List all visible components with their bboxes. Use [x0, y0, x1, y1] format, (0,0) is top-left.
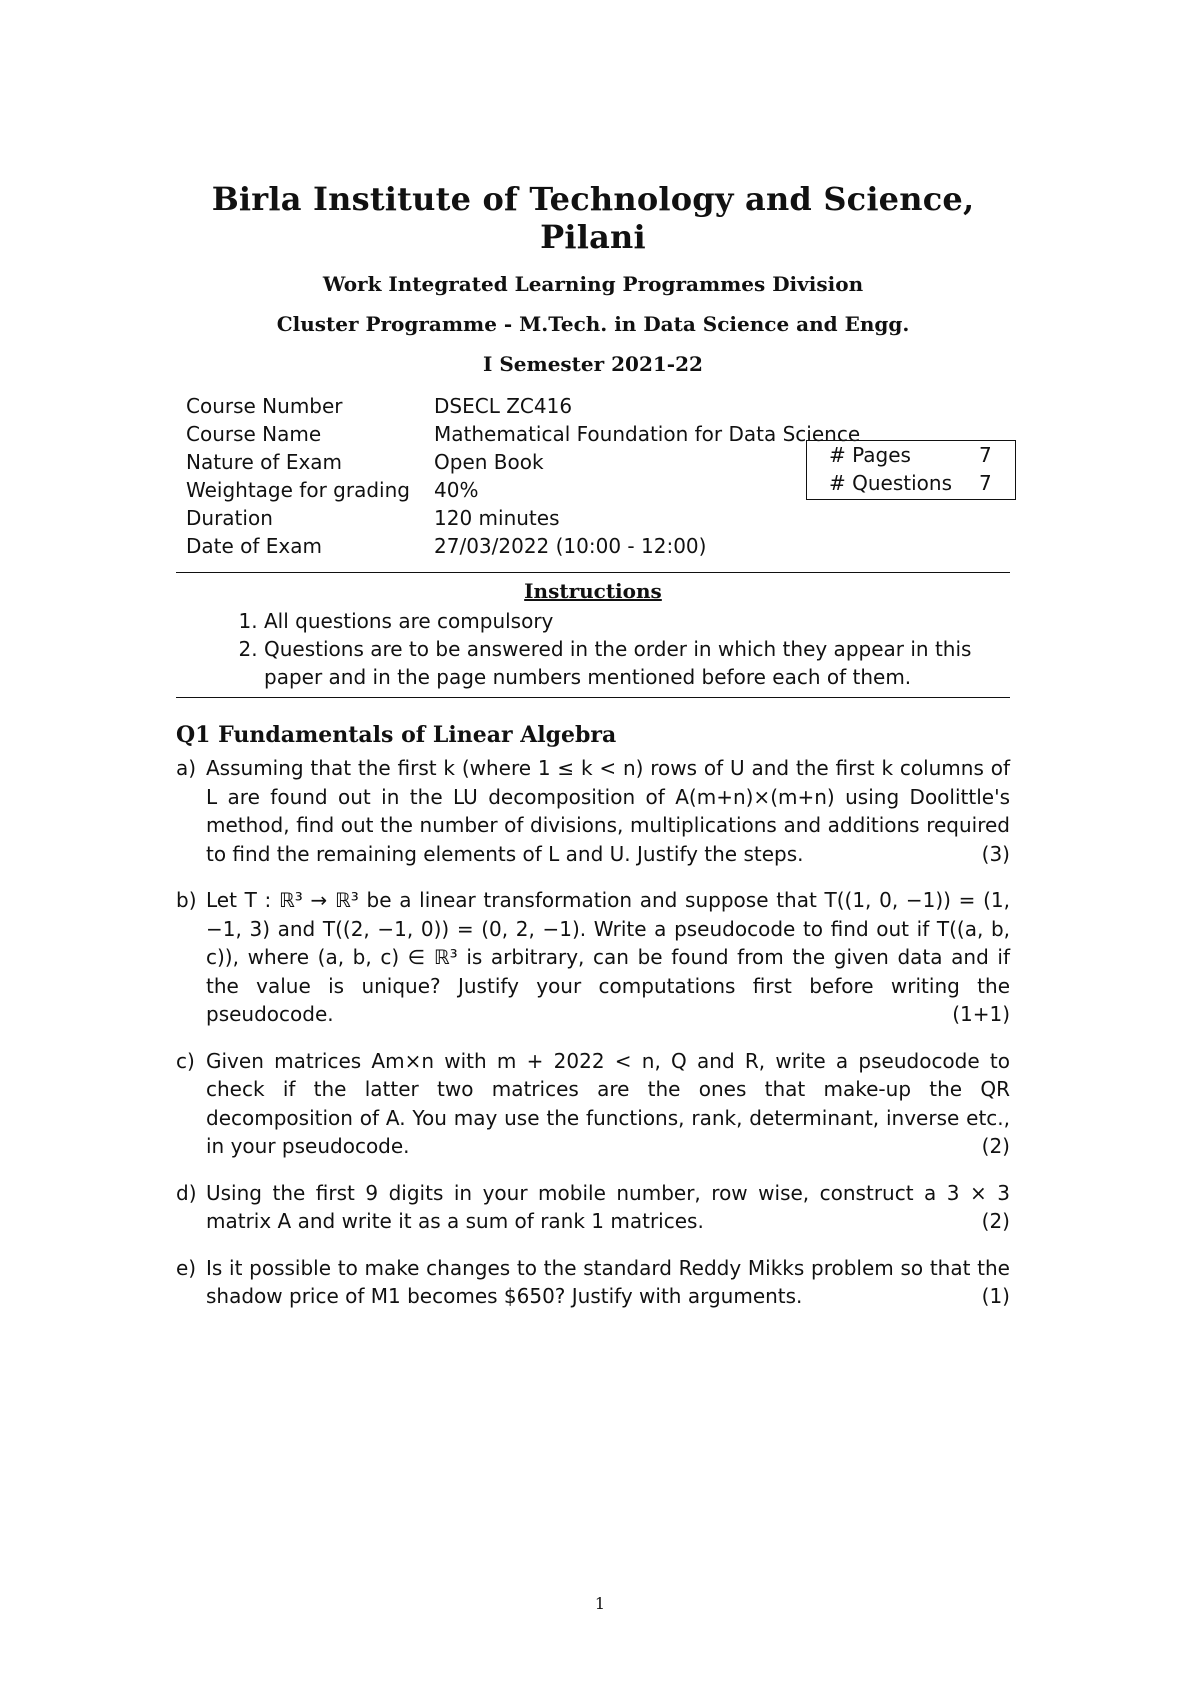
course-info-key: Weightage for grading — [186, 478, 410, 502]
part-marks: (2) — [981, 1209, 1010, 1233]
course-info-value: Open Book — [434, 450, 544, 474]
course-info-row — [186, 448, 914, 476]
question-part — [176, 1047, 1010, 1161]
course-info-row — [186, 504, 914, 532]
course-info-key: Course Name — [186, 422, 322, 446]
question-part — [176, 754, 1010, 868]
box-row — [829, 469, 1015, 497]
part-label: b) — [176, 888, 197, 912]
question-title: Q1 Fundamentals of Linear Algebra — [176, 722, 617, 748]
part-label: d) — [176, 1180, 197, 1205]
course-info-value: 40% — [434, 478, 479, 502]
question-part — [176, 886, 1010, 1029]
part-text: Assuming that the first k (where 1 ≤ k < n) rows of U and the first k columns of L are found out in the LU decomposition of A(m+n)×(m+n) using Doolittle's method, find out the number of divisions, multiplications and additions required to find the remaining elements of L and U. Justify the steps. — [206, 756, 1010, 866]
part-label: a) — [176, 756, 197, 780]
course-info-row — [186, 392, 914, 420]
course-info-key: Date of Exam — [186, 534, 323, 558]
box-key: # Questions — [829, 471, 952, 495]
part-body — [206, 754, 1010, 868]
course-details — [176, 392, 1010, 572]
part-text: Given matrices Am×n with m + 2022 < n, Q and R, write a pseudocode to check if the latter two matrices are the ones that make-up the QR decomposition of A. You may use the functions, rank, determinant, inverse etc., in your pseudocode. — [206, 1048, 1010, 1158]
part-label: e) — [176, 1255, 197, 1280]
part-marks: (1) — [981, 1284, 1010, 1308]
question-part — [176, 1254, 1010, 1311]
course-info-key: Nature of Exam — [186, 450, 343, 474]
institute-title: Birla Institute of Technology and Science, Pilani — [211, 180, 975, 256]
part-body — [206, 1047, 1010, 1161]
box-key: # Pages — [829, 443, 911, 467]
page-number: 1 — [594, 1594, 606, 1613]
part-body — [206, 886, 1010, 1029]
box-value: 7 — [979, 471, 992, 495]
course-info-key: Course Number — [186, 394, 343, 418]
part-body — [206, 1254, 1010, 1311]
course-info-value: 27/03/2022 (10:00 - 12:00) — [434, 534, 707, 558]
exam-page — [176, 180, 1010, 1329]
instruction-item: 2. Questions are to be answered in the order in which they appear in this paper and in the page numbers mentioned before each of them. — [264, 635, 1010, 691]
pages-questions-box — [806, 440, 1016, 500]
part-marks: (2) — [981, 1134, 1010, 1158]
course-info-table — [186, 392, 914, 560]
instructions-title: Instructions — [524, 579, 662, 603]
part-text: Let T : ℝ³ → ℝ³ be a linear transformation and suppose that T((1, 0, −1)) = (1, −1, 3) and T((2, −1, 0)) = (0, 2, −1). Write a pseudocode to find out if T((a, b, c)), where (a, b, c) ∈ ℝ³ is arbitrary, can be found from the given data and if the value is unique? Justify your computations first before writing the pseudocode. — [206, 888, 1010, 1026]
course-info-value: DSECL ZC416 — [434, 394, 573, 418]
part-marks: (3) — [981, 841, 1010, 866]
box-value: 7 — [979, 443, 992, 467]
part-text: Is it possible to make changes to the standard Reddy Mikks problem so that the shadow price of M1 becomes $650? Justify with arguments. — [206, 1255, 1010, 1308]
divider-bottom — [176, 697, 1010, 698]
programme-heading: Cluster Programme - M.Tech. in Data Science and Engg. — [276, 312, 910, 336]
course-info-value: Mathematical Foundation for Data Science — [434, 422, 861, 446]
box-row — [829, 441, 1015, 469]
instruction-item: 1. All questions are compulsory — [264, 607, 1010, 635]
question-part — [176, 1179, 1010, 1236]
semester-heading: I Semester 2021-22 — [483, 352, 703, 376]
part-marks: (1+1) — [952, 1002, 1010, 1026]
course-info-value: 120 minutes — [434, 506, 560, 530]
part-text: Using the first 9 digits in your mobile number, row wise, construct a 3 × 3 matrix A and write it as a sum of rank 1 matrices. — [206, 1180, 1010, 1233]
part-body — [206, 1179, 1010, 1236]
instructions-list — [176, 607, 1010, 691]
course-info-row — [186, 420, 914, 448]
course-info-row — [186, 476, 914, 504]
course-info-key: Duration — [186, 506, 273, 530]
course-info-row — [186, 532, 914, 560]
part-label: c) — [176, 1048, 195, 1073]
instructions-section — [176, 573, 1010, 697]
division-heading: Work Integrated Learning Programmes Division — [322, 272, 864, 296]
